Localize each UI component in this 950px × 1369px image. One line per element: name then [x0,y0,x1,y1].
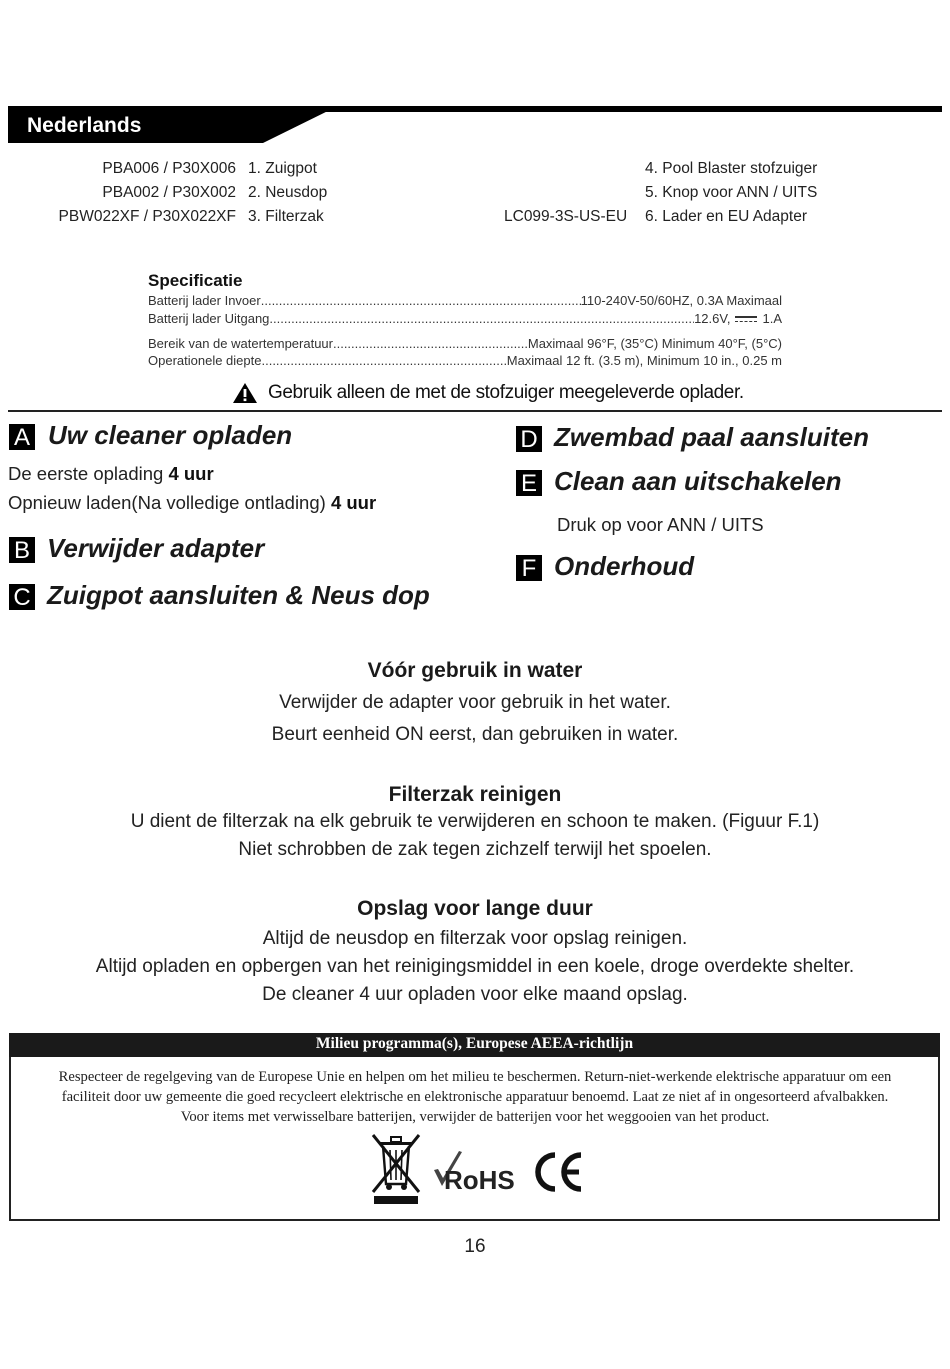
spec-key: Operationele diepte [148,353,262,368]
storage-line: De cleaner 4 uur opladen voor elke maand opslag. [262,984,688,1005]
section-badge: B [9,537,35,563]
section-title-onoff: Clean aan uitschakelen [554,466,842,496]
before-use-line: Verwijder de adapter voor gebruik in het water. [279,692,671,713]
filter-line: Niet schrobben de zak tegen zichzelf terwijl het spoelen. [238,839,712,860]
environment-text [18,1067,932,1127]
environment-line: Voor items met verwisselbare batterijen, verwijder de batterijen voor het weggooien van het product. [180,1109,770,1125]
part-code: PBA006 / P30X006 [102,160,236,177]
warning-row [232,382,744,404]
charge-first-text: De eerste oplading [8,463,164,484]
part-item: 2. Neusdop [248,184,328,201]
storage-heading: Opslag voor lange duur [357,897,593,920]
spec-value: 110-240V-50/60HZ, 0.3A Maximaal [580,293,782,308]
filter-heading: Filterzak reinigen [388,783,562,806]
spec-row [148,336,782,351]
storage-line: Altijd opladen en opbergen van het reinigingsmiddel in een koele, droge overdekte shelter. [95,956,855,977]
dc-symbol-icon [735,315,757,324]
charger-code: LC099-3S-US-EU [504,208,628,225]
part-item: 4. Pool Blaster stofzuiger [645,160,818,177]
section-badge: E [516,470,542,496]
section-badge: C [9,584,35,610]
warning-text: Gebruik alleen de met de stofzuiger meegeleverde oplader. [268,382,744,403]
charge-again [8,492,376,514]
section-title-adapter: Verwijder adapter [47,533,265,563]
section-title-pole: Zwembad paal aansluiten [554,422,869,452]
spec-value: 1.A [762,311,782,326]
section-badge: F [516,555,542,581]
spec-value: Maximaal 12 ft. (3.5 m), Minimum 10 in., 0.25 m [506,353,782,368]
spec-row [148,353,782,368]
warning-icon [232,382,258,404]
onoff-text: Druk op voor ANN / UITS [557,514,764,535]
page-number: 16 [464,1236,486,1257]
part-code: PBA002 / P30X002 [102,184,236,201]
rohs-label: RoHS [444,1165,515,1195]
charge-first-hours: 4 uur [168,463,214,484]
environment-line: Respecteer de regelgeving van de Europese Unie en helpen om het milieu te beschermen. Return-niet-werkende elektrische apparatuur om een [58,1069,892,1085]
charge-again-hours: 4 uur [330,492,377,513]
section-badge: A [9,424,35,450]
charge-again-text: Opnieuw laden(Na volledige ontlading) [8,492,326,513]
spec-value: Maximaal 96°F, (35°C) Minimum 40°F, (5°C) [527,336,782,351]
language-title: Nederlands [27,114,142,137]
spec-row [148,293,782,308]
part-item: 3. Filterzak [248,208,324,225]
environment-title: Milieu programma(s), Europese AEEA-richtlijn [315,1035,634,1052]
part-item: 1. Zuigpot [248,160,317,177]
section-title-connect: Zuigpot aansluiten & Neus dop [47,580,430,610]
charge-first [8,463,214,485]
section-divider [8,410,942,412]
ce-logo [531,1150,587,1194]
part-item: 5. Knop voor ANN / UITS [645,184,818,201]
section-badge: D [516,426,542,452]
spec-row [148,311,782,326]
spec-title: Specificatie [148,271,243,290]
section-title-charge: Uw cleaner opladen [48,420,293,450]
spec-key: Batterij lader Uitgang [148,311,270,326]
spec-key: Batterij lader Invoer [148,293,261,308]
spec-value: 12.6V, [694,311,731,326]
part-code: PBW022XF / P30X022XF [58,208,236,225]
environment-line: faciliteit door uw gemeente die goed recycleert elektrische en elektronische apparatuur benoemd. Laat ze niet af in ongesorteerd afvalbakken. [61,1089,889,1105]
before-use-line: Beurt eenheid ON eerst, dan gebruiken in water. [271,724,679,745]
rohs-logo [432,1148,524,1196]
spec-key: Bereik van de watertemperatuur [148,336,333,351]
part-item: 6. Lader en EU Adapter [645,208,808,225]
before-use-heading: Vóór gebruik in water [367,659,583,682]
weee-bin-icon [370,1132,422,1206]
section-title-maintenance: Onderhoud [554,551,695,581]
storage-line: Altijd de neusdop en filterzak voor opslag reinigen. [262,928,688,949]
filter-line: U dient de filterzak na elk gebruik te verwijderen en schoon te maken. (Figuur F.1) [130,811,820,832]
